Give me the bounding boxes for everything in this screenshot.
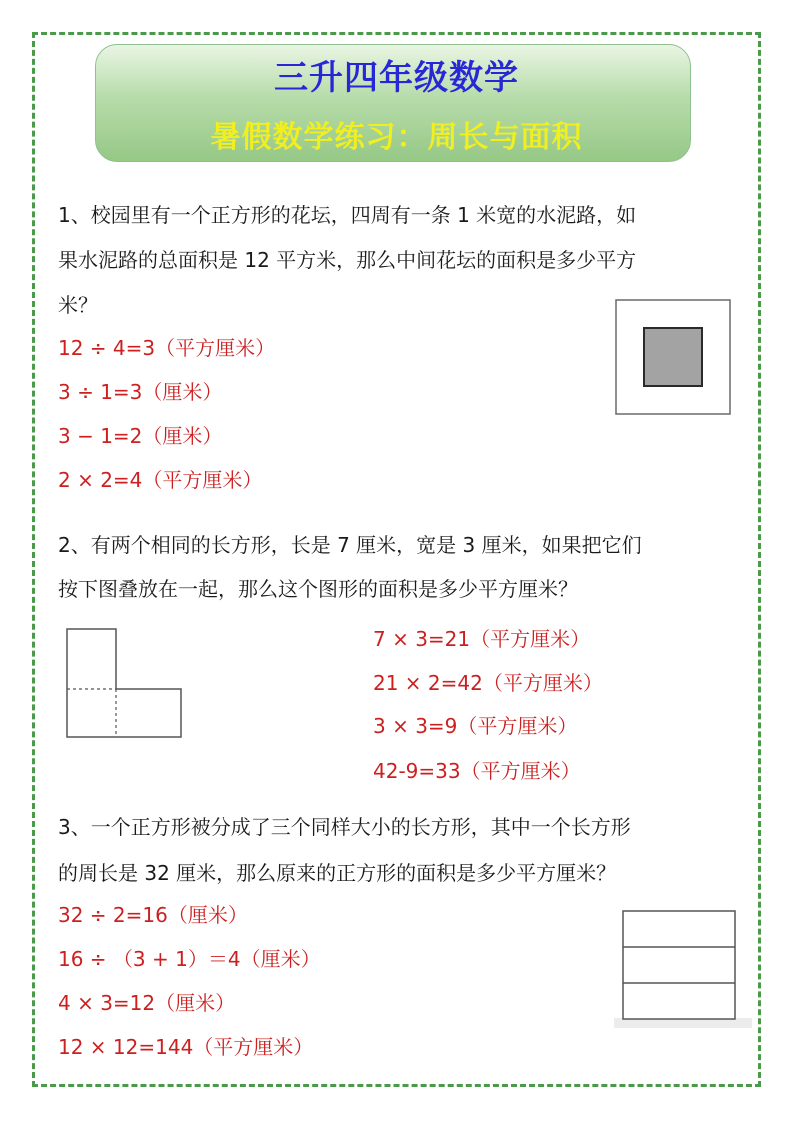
q2-answer-4: 42-9=33（平方厘米） [373,759,581,783]
q1-text-line-3: 米？ [58,293,98,317]
q1-answer-1: 12 ÷ 4=3（平方厘米） [58,336,276,360]
q3-outer-square [623,911,735,1019]
page-title: 三升四年级数学 [274,58,519,98]
q2-text-line-1: 2、有两个相同的长方形，长是 7 厘米，宽是 3 厘米，如果把它们 [58,533,642,557]
q3-figure-square-three-strips [612,908,754,1030]
q1-text-line-2: 果水泥路的总面积是 12 平方米，那么中间花坛的面积是多少平方 [58,248,637,272]
q1-answer-2: 3 ÷ 1=3（厘米） [58,380,223,404]
q1-figure-square-with-path [614,298,732,418]
q3-answer-1: 32 ÷ 2=16（厘米） [58,903,248,927]
page-subtitle: 暑假数学练习：周长与面积 [210,120,583,155]
q1-answer-4: 2 × 2=4（平方厘米） [58,468,263,492]
q2-answer-3: 3 × 3=9（平方厘米） [373,714,578,738]
q2-figure-overlapping-rectangles [64,626,186,742]
q2-answer-1: 7 × 3=21（平方厘米） [373,627,591,651]
q2-answer-2: 21 × 2=42（平方厘米） [373,671,603,695]
q2-text-line-2: 按下图叠放在一起，那么这个图形的面积是多少平方厘米？ [58,577,578,601]
q3-answer-4: 12 × 12=144（平方厘米） [58,1035,314,1059]
q2-outline [67,629,181,737]
q1-flowerbed-square [644,328,702,386]
q1-answer-3: 3 − 1=2（厘米） [58,424,223,448]
q1-text-line-1: 1、校园里有一个正方形的花坛，四周有一条 1 米宽的水泥路，如 [58,203,637,227]
q3-answer-2: 16 ÷ （3 + 1）＝4（厘米） [58,947,321,971]
q3-text-line-1: 3、一个正方形被分成了三个同样大小的长方形，其中一个长方形 [58,815,631,839]
q3-text-line-2: 的周长是 32 厘米，那么原来的正方形的面积是多少平方厘米？ [58,861,617,885]
q3-answer-3: 4 × 3=12（厘米） [58,991,236,1015]
